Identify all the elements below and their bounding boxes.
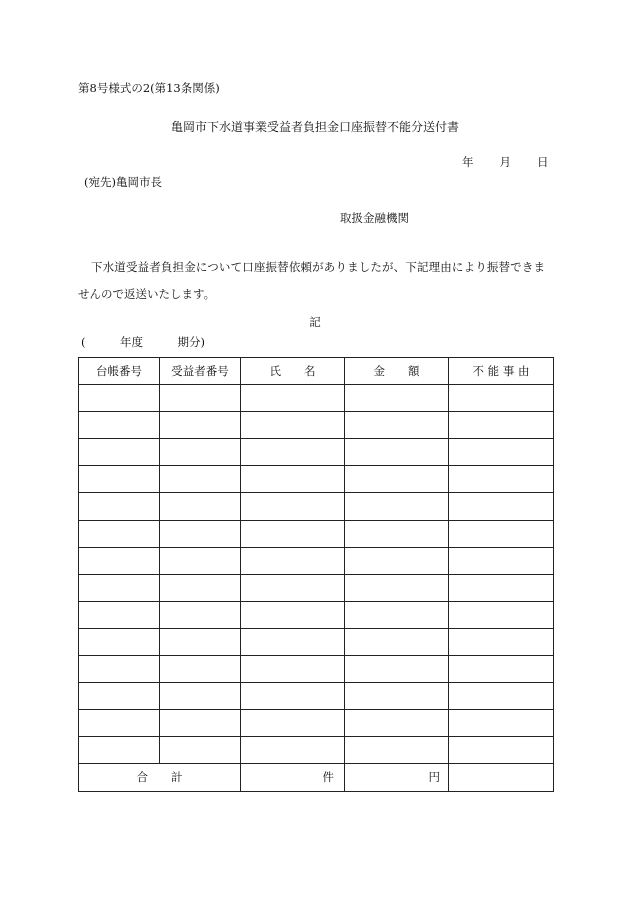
table-cell [160,656,241,683]
table-cell [449,574,554,601]
form-number: 第8号様式の2(第13条関係) [78,81,220,95]
total-yen-unit: 円 [345,764,449,791]
header-failure-reason: 不 能 事 由 [449,358,554,385]
table-cell [241,439,345,466]
table-row [79,601,554,628]
table-cell [345,601,449,628]
table-cell [345,466,449,493]
table-cell [241,737,345,764]
period-label: ( 年度 期分) [81,335,205,349]
table-cell [241,656,345,683]
table-row [79,628,554,655]
table-row [79,412,554,439]
table-cell [241,412,345,439]
table-cell [79,628,160,655]
ledger-body [79,385,554,764]
table-cell [160,710,241,737]
table-cell [241,466,345,493]
table-row [79,683,554,710]
table-cell [449,466,554,493]
document-title: 亀岡市下水道事業受益者負担金口座振替不能分送付書 [170,120,459,134]
table-cell [79,385,160,412]
table-cell [241,547,345,574]
table-cell [160,493,241,520]
table-cell [160,574,241,601]
table-cell [345,385,449,412]
table-cell [79,574,160,601]
header-name: 氏 名 [241,358,345,385]
date-year: 年 [462,155,474,169]
table-cell [345,412,449,439]
body-text-line2: せんので返送いたします。 [78,287,216,301]
table-cell [345,520,449,547]
addressee: (宛先)亀岡市長 [84,175,162,189]
table-row [79,574,554,601]
table-header-row [79,358,554,385]
table-cell [241,385,345,412]
table-cell [449,385,554,412]
table-cell [79,710,160,737]
date-day: 日 [537,155,549,169]
table-cell [79,493,160,520]
table-row [79,493,554,520]
table-cell [79,439,160,466]
table-cell [160,547,241,574]
table-cell [79,412,160,439]
total-row [79,764,554,791]
bank-label: 取扱金融機関 [340,211,409,225]
table-cell [449,737,554,764]
header-beneficiary-number: 受益者番号 [160,358,241,385]
table-row [79,710,554,737]
table-cell [345,574,449,601]
date-month: 月 [499,155,511,169]
total-count-unit: 件 [241,764,345,791]
table-cell [79,656,160,683]
table-cell [160,683,241,710]
table-cell [79,737,160,764]
table-cell [449,656,554,683]
table-cell [160,601,241,628]
table-cell [160,412,241,439]
table-cell [160,628,241,655]
table-cell [160,466,241,493]
body-text-line1: 下水道受益者負担金について口座振替依頼がありましたが、下記理由により振替できま [91,260,546,274]
table-cell [79,547,160,574]
table-row [79,520,554,547]
table-row [79,439,554,466]
table-cell [449,710,554,737]
table-cell [449,412,554,439]
table-cell [449,439,554,466]
total-label: 合 計 [79,764,241,791]
table-cell [160,439,241,466]
table-cell [79,520,160,547]
table-cell [79,466,160,493]
table-cell [345,683,449,710]
table-cell [241,628,345,655]
table-cell [449,493,554,520]
table-cell [241,710,345,737]
table-cell [241,574,345,601]
table-cell [79,683,160,710]
table-cell [449,683,554,710]
table-cell [241,683,345,710]
table-cell [160,520,241,547]
table-cell [241,601,345,628]
table-cell [449,601,554,628]
table-cell [345,737,449,764]
table-cell [160,385,241,412]
header-ledger-number: 台帳番号 [79,358,160,385]
table-cell [345,628,449,655]
date-line [462,157,549,169]
table-cell [449,628,554,655]
table-cell [449,547,554,574]
table-cell [345,493,449,520]
table-cell [79,601,160,628]
ledger-table [78,357,554,792]
table-cell [241,493,345,520]
table-row [79,737,554,764]
table-cell [345,710,449,737]
table-cell [345,439,449,466]
table-cell [241,520,345,547]
table-cell [160,737,241,764]
table-row [79,547,554,574]
table-cell [345,547,449,574]
table-cell [345,656,449,683]
table-row [79,385,554,412]
table-cell [449,520,554,547]
table-row [79,656,554,683]
ki-heading: 記 [309,315,321,329]
table-row [79,466,554,493]
total-reason-cell [449,764,554,791]
header-amount: 金 額 [345,358,449,385]
